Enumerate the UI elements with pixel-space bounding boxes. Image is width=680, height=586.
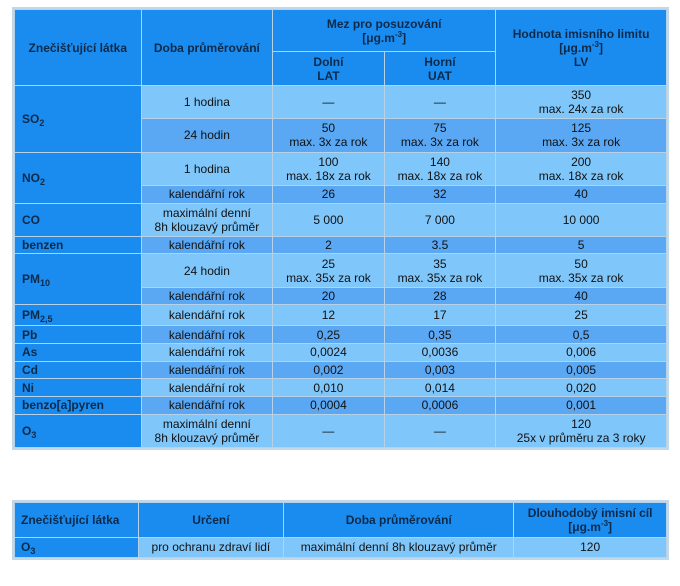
pollutant-pm10: $PM_{10}$ — [15, 254, 142, 305]
pollutant-pb: Pb — [15, 326, 142, 344]
table-row — [15, 343, 667, 361]
assessment-limit-title: Mez pro posuzování — [326, 16, 442, 31]
period-cell: kalendářní rok — [141, 287, 273, 305]
period-cell: 24 hodin — [141, 119, 273, 152]
table-row — [15, 414, 667, 447]
lat-cell: 0,0024 — [273, 343, 385, 361]
lv-cell: 0,001 — [496, 396, 667, 414]
lat-cell: 50 max. 3x za rok — [273, 119, 385, 152]
uat-cell: 7 000 — [384, 203, 496, 236]
period-cell: kalendářní rok — [141, 326, 273, 344]
period-cell: kalendářní rok — [141, 305, 273, 326]
pollutant-so2: $SO_2$ — [15, 86, 142, 153]
pollutant-benzo-a-pyren: benzo[a]pyren — [15, 396, 142, 414]
period-cell: maximální denní 8h klouzavý průměr — [141, 414, 273, 447]
header-purpose: Určení — [138, 503, 284, 538]
uat-cell: 0,0006 — [384, 396, 496, 414]
lv-cell: 125 max. 3x za rok — [496, 119, 667, 152]
pollutant-co: CO — [15, 203, 142, 236]
header-period: Doba průměrování — [284, 503, 514, 538]
lv-cell: 40 — [496, 287, 667, 305]
lv-cell: 0,5 — [496, 326, 667, 344]
uat-cell: 32 — [384, 185, 496, 203]
uat-cell: 0,0036 — [384, 343, 496, 361]
limits-table — [14, 9, 667, 448]
lat-cell: 0,25 — [273, 326, 385, 344]
header-pollutant: Znečišťující látka — [15, 10, 142, 86]
period-cell: kalendářní rok — [141, 343, 273, 361]
lat-cell: 0,0004 — [273, 396, 385, 414]
uat-cell: 28 — [384, 287, 496, 305]
table-row — [15, 203, 667, 236]
lat-cell: 0,002 — [273, 361, 385, 379]
period-cell: kalendářní rok — [141, 236, 273, 254]
limit-abbr: LV — [573, 54, 589, 69]
pollutant-pm25: $PM_{2,5}$ — [15, 305, 142, 326]
limit-title: Hodnota imisního limitu — [512, 26, 650, 41]
target-value-cell: 120 — [514, 537, 667, 558]
lat-cell: 2 — [273, 236, 385, 254]
lat-cell: — — [273, 414, 385, 447]
lv-cell: 10 000 — [496, 203, 667, 236]
target-table — [14, 502, 667, 558]
target-unit: $[\mu g.m^{-3}]$ — [568, 518, 613, 534]
table-row — [15, 86, 667, 119]
lv-cell: 0,020 — [496, 379, 667, 397]
uat-cell: 75 max. 3x za rok — [384, 119, 496, 152]
lv-cell: 0,006 — [496, 343, 667, 361]
table-row — [15, 326, 667, 344]
table-row — [15, 379, 667, 397]
period-cell: 1 hodina — [141, 86, 273, 119]
pollutant-no2: $NO_2$ — [15, 152, 142, 203]
uat-cell: 3.5 — [384, 236, 496, 254]
lat-cell: 5 000 — [273, 203, 385, 236]
table-row — [15, 396, 667, 414]
period-cell: kalendářní rok — [141, 185, 273, 203]
header-pollutant: Znečišťující látka — [15, 503, 139, 538]
lv-cell: 350 max. 24x za rok — [496, 86, 667, 119]
header-lower: Dolní LAT — [273, 52, 385, 86]
table-row — [15, 305, 667, 326]
lat-cell: — — [273, 86, 385, 119]
lat-cell: 100 max. 18x za rok — [273, 152, 385, 185]
header-target: Dlouhodobý imisní cíl $[\mu g.m^{-3}]$ — [514, 503, 667, 538]
header-limit-value — [496, 10, 667, 86]
period-cell: kalendářní rok — [141, 396, 273, 414]
limits-table-container — [12, 7, 669, 450]
lv-cell: 200 max. 18x za rok — [496, 152, 667, 185]
uat-cell: 140 max. 18x za rok — [384, 152, 496, 185]
uat-cell: 0,35 — [384, 326, 496, 344]
pollutant-o3: $O_3$ — [15, 414, 142, 447]
uat-cell: 0,003 — [384, 361, 496, 379]
assessment-unit: $[\mu g.m^{-3}]$ — [362, 29, 407, 45]
lv-cell: 40 — [496, 185, 667, 203]
header-assessment-limit — [273, 10, 496, 52]
lv-cell: 0,005 — [496, 361, 667, 379]
period-cell: kalendářní rok — [141, 379, 273, 397]
purpose-cell: pro ochranu zdraví lidí — [138, 537, 284, 558]
uat-cell: 17 — [384, 305, 496, 326]
table-row — [15, 152, 667, 185]
period-cell: 24 hodin — [141, 254, 273, 287]
uat-cell: 35 max. 35x za rok — [384, 254, 496, 287]
lat-cell: 20 — [273, 287, 385, 305]
lv-cell: 120 25x v průměru za 3 roky — [496, 414, 667, 447]
pollutant-benzen: benzen — [15, 236, 142, 254]
pollutant-as: As — [15, 343, 142, 361]
period-cell: maximální denní 8h klouzavý průměr — [141, 203, 273, 236]
lv-cell: 5 — [496, 236, 667, 254]
header-upper: Horní UAT — [384, 52, 496, 86]
lat-cell: 0,010 — [273, 379, 385, 397]
target-table-container — [12, 500, 669, 560]
period-cell: kalendářní rok — [141, 361, 273, 379]
lat-cell: 26 — [273, 185, 385, 203]
pollutant-cd: Cd — [15, 361, 142, 379]
table-row — [15, 254, 667, 287]
period-cell: maximální denní 8h klouzavý průměr — [284, 537, 514, 558]
pollutant-ni: Ni — [15, 379, 142, 397]
lat-cell: 12 — [273, 305, 385, 326]
lv-cell: 50 max. 35x za rok — [496, 254, 667, 287]
header-period: Doba průměrování — [141, 10, 273, 86]
limit-unit: $[\mu g.m^{-3}]$ — [559, 39, 603, 55]
uat-cell: 0,014 — [384, 379, 496, 397]
period-cell: 1 hodina — [141, 152, 273, 185]
lat-cell: 25 max. 35x za rok — [273, 254, 385, 287]
table-row — [15, 236, 667, 254]
uat-cell: — — [384, 414, 496, 447]
pollutant-o3: $O_3$ — [15, 537, 139, 558]
table-row — [15, 361, 667, 379]
uat-cell: — — [384, 86, 496, 119]
lv-cell: 25 — [496, 305, 667, 326]
table-row — [15, 537, 667, 558]
